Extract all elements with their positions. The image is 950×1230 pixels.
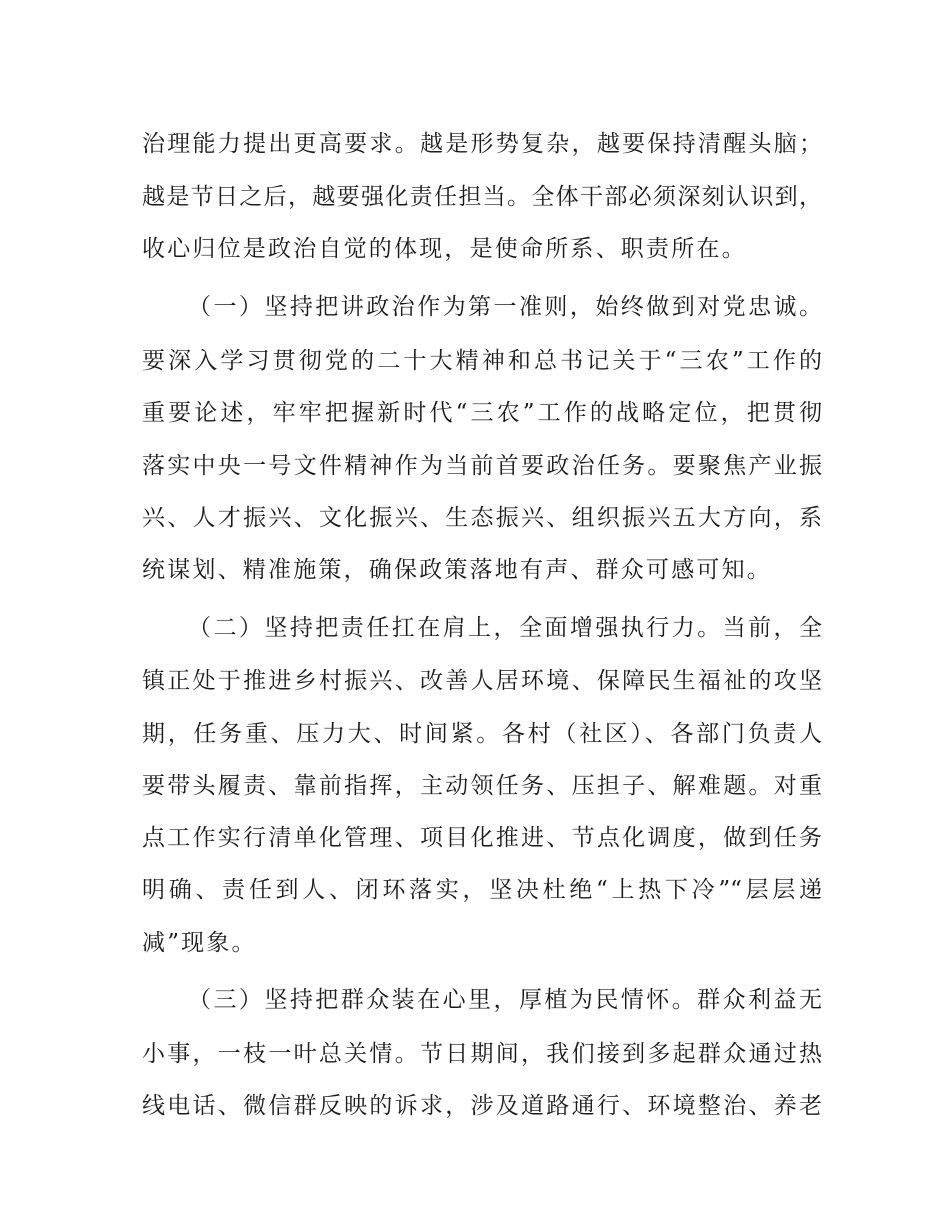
text-line: 要带头履责、靠前指挥，主动领任务、压担子、解难题。对重 [142,773,822,799]
section-heading-line: （一）坚持把讲政治作为第一准则，始终做到对党忠诚。 [188,294,822,320]
text-line: 重要论述，牢牢把握新时代“三农”工作的战略定位，把贯彻 [142,400,822,426]
text-line: 统谋划、精准施策，确保政策落地有声、群众可感可知。 [142,557,772,583]
text-line: 点工作实行清单化管理、项目化推进、节点化调度，做到任务 [142,825,822,851]
text-line: 明确、责任到人、闭环落实，坚决杜绝“上热下冷”“层层递 [142,877,822,903]
text-line: 镇正处于推进乡村振兴、改善人居环境、保障民生福祉的攻坚 [142,668,822,694]
text-line: 线电话、微信群反映的诉求，涉及道路通行、环境整治、养老 [142,1093,822,1119]
text-line: 治理能力提出更高要求。越是形势复杂，越要保持清醒头脑； [142,131,822,157]
section-heading-line: （二）坚持把责任扛在肩上，全面增强执行力。当前，全 [188,615,822,641]
text-line: 落实中央一号文件精神作为当前首要政治任务。要聚焦产业振 [142,453,822,479]
text-line: 要深入学习贯彻党的二十大精神和总书记关于“三农”工作的 [142,348,822,374]
text-line: 减”现象。 [142,930,257,956]
text-line: 期，任务重、压力大、时间紧。各村（社区）、各部门负责人 [142,721,822,747]
text-line: 越是节日之后，越要强化责任担当。全体干部必须深刻认识到， [142,184,822,210]
text-line: 兴、人才振兴、文化振兴、生态振兴、组织振兴五大方向，系 [142,505,822,531]
section-heading-line: （三）坚持把群众装在心里，厚植为民情怀。群众利益无 [188,987,822,1013]
text-line: 收心归位是政治自觉的体现，是使命所系、职责所在。 [142,236,747,262]
text-line: 小事，一枝一叶总关情。节日期间，我们接到多起群众通过热 [142,1041,822,1067]
